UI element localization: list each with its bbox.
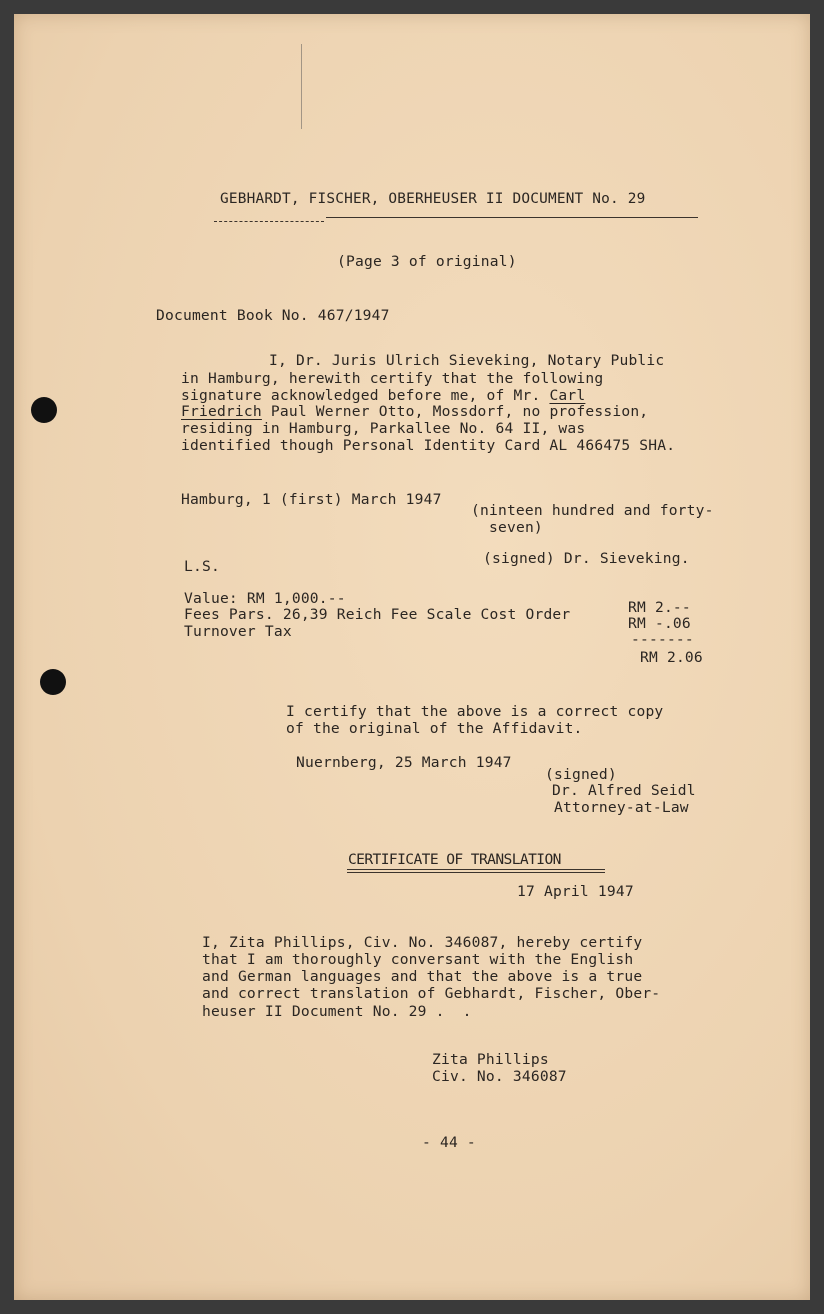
stray-mark (301, 44, 302, 129)
page-number: - 44 - (422, 1134, 476, 1151)
fees-line: Fees Pars. 26,39 Reich Fee Scale Cost Order (184, 606, 571, 623)
affidavit-line-4 (181, 404, 648, 420)
translator-civ-number: Civ. No. 346087 (432, 1068, 567, 1085)
signed-sieveking: (signed) Dr. Sieveking. (483, 550, 690, 567)
header-underline (326, 217, 698, 218)
certificate-line-4: and correct translation of Gebhardt, Fischer, Ober- (202, 985, 661, 1002)
certificate-date: 17 April 1947 (517, 883, 634, 900)
date-spelled-line-1: (ninteen hundred and forty- (471, 502, 714, 519)
certificate-line-5: heuser II Document No. 29 . . (202, 1003, 472, 1020)
certificate-line-3: and German languages and that the above is a true (202, 968, 643, 985)
hamburg-date: Hamburg, 1 (first) March 1947 (181, 491, 442, 508)
punch-hole-bottom (40, 669, 66, 695)
value-line: Value: RM 1,000.-- (184, 590, 346, 607)
document-page (14, 14, 810, 1300)
affidavit-line-3-text: signature acknowledged before me, of Mr. (181, 387, 550, 404)
fee-amount-2: RM -.06 (628, 615, 691, 632)
punch-hole-top (31, 397, 57, 423)
affidavit-line-3 (181, 388, 585, 404)
translator-name: Zita Phillips (432, 1051, 549, 1068)
document-book-number: Document Book No. 467/1947 (156, 307, 390, 324)
certificate-heading-underline-1 (347, 869, 605, 870)
affidavit-line-6: identified though Personal Identity Card AL 466475 SHA. (181, 437, 676, 454)
seidl-signed: (signed) (545, 766, 617, 783)
header-underline-dashed (214, 221, 324, 222)
certificate-heading-underline-2 (347, 872, 605, 873)
page-of-original: (Page 3 of original) (337, 253, 517, 270)
certificate-line-1: I, Zita Phillips, Civ. No. 346087, hereby certify (202, 934, 643, 951)
certificate-line-2: that I am thoroughly conversant with the English (202, 951, 634, 968)
affidavit-line-4-text: Paul Werner Otto, Mossdorf, no profession, (261, 403, 649, 420)
affidavit-name-friedrich: Friedrich (181, 403, 262, 420)
certify-copy-line-2: of the original of the Affidavit. (286, 720, 583, 737)
affidavit-line-1: I, Dr. Juris Ulrich Sieveking, Notary Public (269, 352, 665, 369)
seidl-title: Attorney-at-Law (554, 799, 689, 816)
certify-copy-line-1: I certify that the above is a correct copy (286, 703, 664, 720)
certificate-heading: CERTIFICATE OF TRANSLATION (348, 851, 561, 868)
affidavit-line-5: residing in Hamburg, Parkallee No. 64 II, was (181, 420, 586, 437)
ls-seal-mark: L.S. (184, 558, 220, 575)
fee-amount-1: RM 2.-- (628, 599, 691, 616)
seidl-name: Dr. Alfred Seidl (552, 782, 696, 799)
affidavit-name-carl: Carl (549, 387, 586, 404)
turnover-tax-line: Turnover Tax (184, 623, 292, 640)
nuernberg-date: Nuernberg, 25 March 1947 (296, 754, 512, 771)
affidavit-line-2: in Hamburg, herewith certify that the following (181, 370, 604, 387)
document-header-title: GEBHARDT, FISCHER, OBERHEUSER II DOCUMENT No. 29 (220, 191, 646, 207)
fee-total: RM 2.06 (640, 649, 703, 666)
date-spelled-line-2: seven) (489, 519, 543, 536)
fee-separator: ------- (631, 631, 694, 648)
